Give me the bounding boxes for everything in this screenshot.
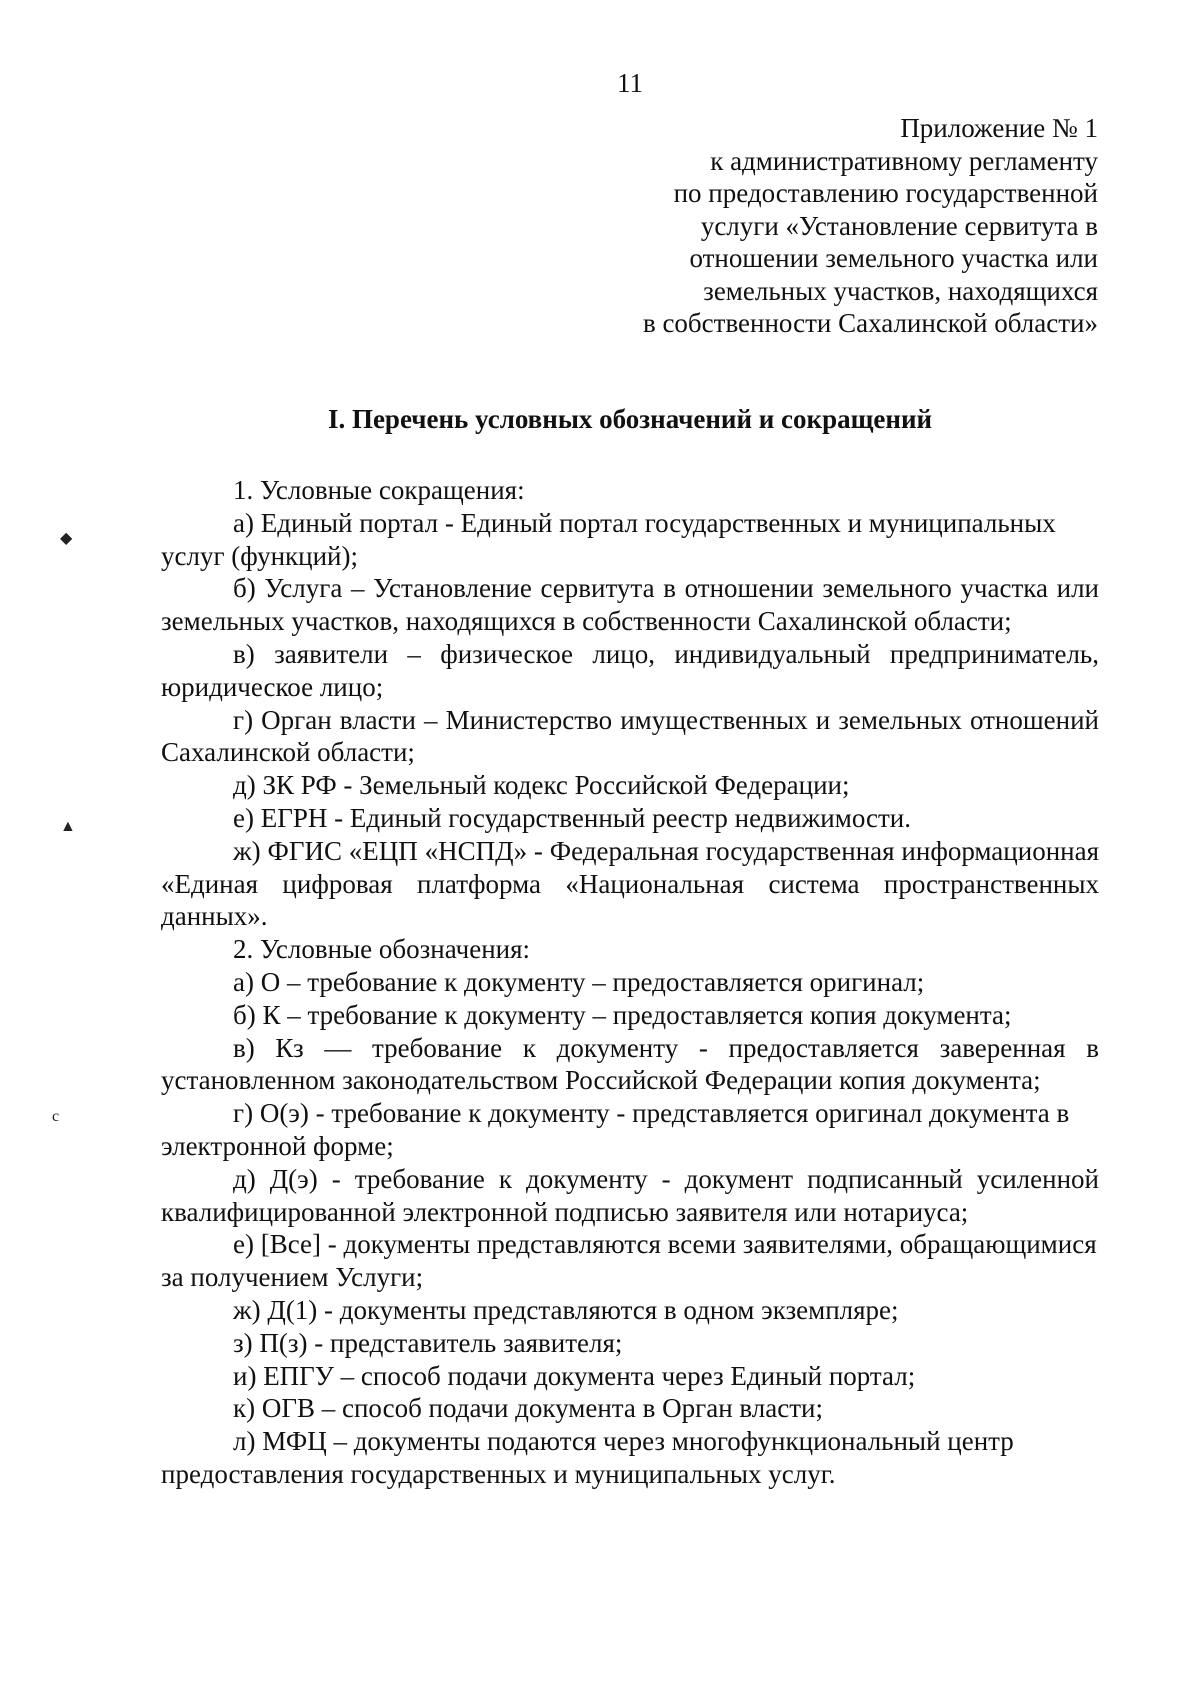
paragraph: г) Орган власти – Министерство имущественных и земельных отношений Сахалинской области; bbox=[161, 704, 1099, 768]
paragraph: а) О – требование к документу – предоставляется оригинал; bbox=[233, 966, 925, 997]
scan-speck: ▲ bbox=[60, 818, 76, 835]
paragraph: в) Кз — требование к документу - предоставляется заверенная в установленном законодательством Российской Федерации копия документа; bbox=[161, 1032, 1099, 1096]
scan-speck: c bbox=[52, 1108, 60, 1125]
appendix-line: в собственности Сахалинской области» bbox=[642, 308, 1098, 338]
paragraph: е) [Все] - документы представляются всеми заявителями, обращающимися за получением Услуги; bbox=[161, 1229, 1097, 1293]
appendix-header bbox=[478, 112, 1098, 340]
page-number: 11 bbox=[617, 68, 643, 98]
paragraph: и) ЕПГУ – способ подачи документа через Единый портал; bbox=[233, 1360, 916, 1391]
appendix-line: к административному регламенту bbox=[710, 145, 1098, 176]
paragraph: б) Услуга – Установление сервитута в отношении земельного участка или земельных участков, находящихся в собственности Сахалинской области; bbox=[161, 573, 1099, 637]
paragraph: л) МФЦ – документы подаются через многофункциональный центр предоставления государственных и муниципальных услуг. bbox=[161, 1426, 1014, 1489]
paragraph: д) ЗК РФ - Земельный кодекс Российской Федерации; bbox=[233, 770, 850, 801]
paragraph: ж) ФГИС «ЕЦП «НСПД» - Федеральная государственная информационная «Единая цифровая платформа «Национальная система пространственных данных». bbox=[161, 835, 1099, 932]
appendix-line: Приложение № 1 bbox=[900, 113, 1098, 143]
paragraph: 2. Условные обозначения: bbox=[233, 934, 531, 965]
section-title: I. Перечень условных обозначений и сокращений bbox=[327, 404, 933, 434]
paragraph: е) ЕГРН - Единый государственный реестр недвижимости. bbox=[233, 802, 911, 833]
paragraph: 1. Условные сокращения: bbox=[233, 475, 525, 505]
paragraph: б) К – требование к документу – предоставляется копия документа; bbox=[233, 999, 1012, 1030]
scan-speck: ◆ bbox=[60, 530, 73, 547]
paragraph: а) Единый портал - Единый портал государственных и муниципальных услуг (функций); bbox=[161, 507, 1056, 571]
paragraph: г) О(э) - требование к документу - представляется оригинал документа в электронной форме; bbox=[161, 1098, 1070, 1161]
paragraph: з) П(з) - представитель заявителя; bbox=[233, 1327, 623, 1358]
appendix-line: по предоставлению государственной bbox=[673, 178, 1098, 208]
paragraph: ж) Д(1) - документы представляются в одном экземпляре; bbox=[233, 1294, 899, 1325]
appendix-line: услуги «Установление сервитута в bbox=[700, 210, 1098, 241]
appendix-line: земельных участков, находящихся bbox=[703, 275, 1098, 306]
paragraph: д) Д(э) - требование к документу - документ подписанный усиленной квалифицированной электронной подписью заявителя или нотариуса; bbox=[161, 1163, 1099, 1227]
paragraph: в) заявители – физическое лицо, индивидуальный предприниматель, юридическое лицо; bbox=[161, 638, 1099, 702]
document-body bbox=[161, 474, 1099, 1491]
appendix-line: отношении земельного участка или bbox=[689, 243, 1098, 273]
paragraph: к) ОГВ – способ подачи документа в Орган власти; bbox=[233, 1393, 823, 1424]
